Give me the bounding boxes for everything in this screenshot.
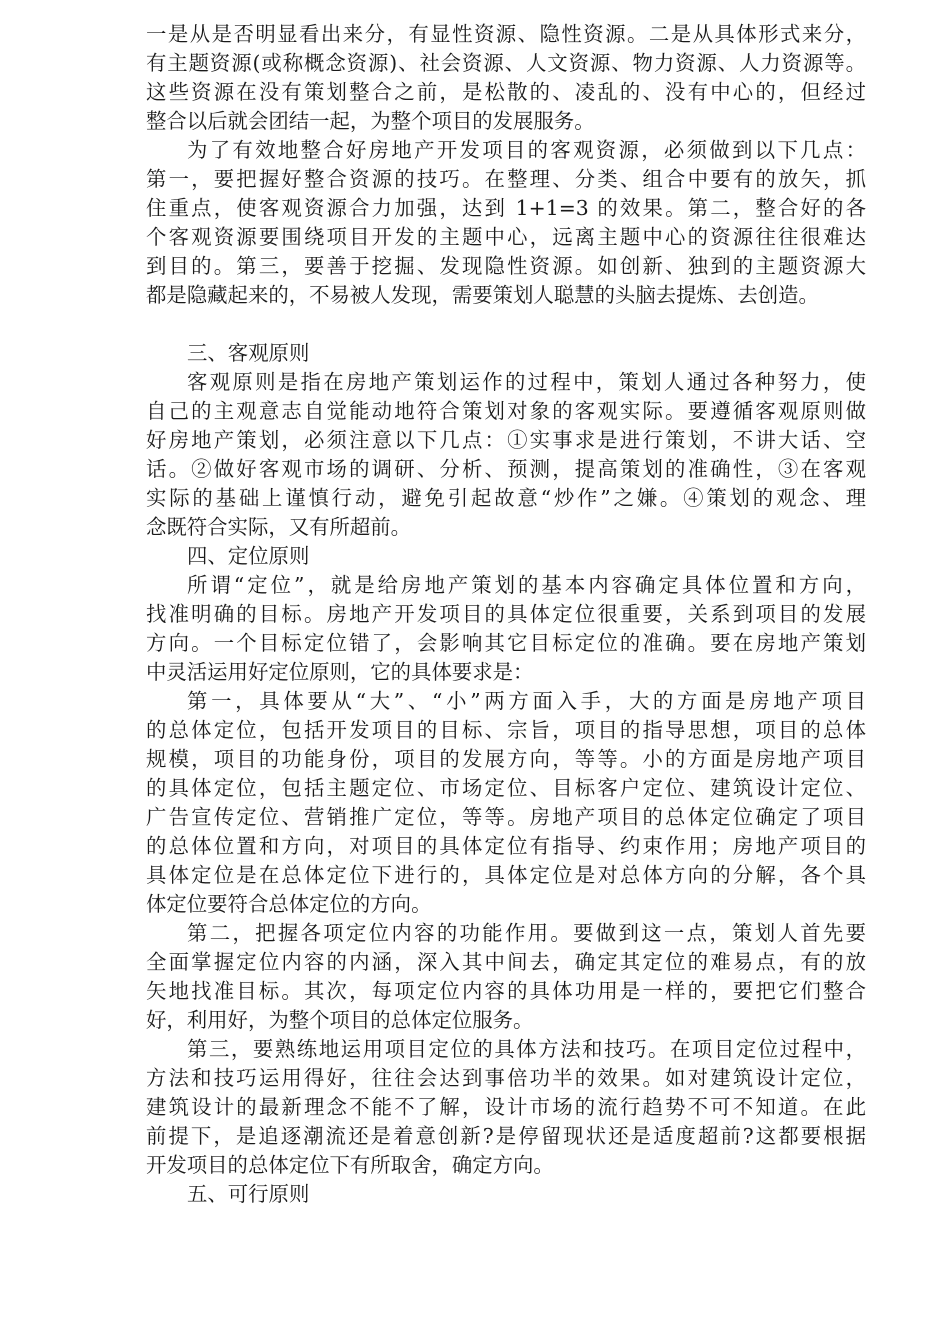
text-line: 好，利用好，为整个项目的总体定位服务。 — [146, 1008, 534, 1032]
text-line: 开发项目的总体定位下有所取舍，确定方向。 — [146, 1153, 554, 1177]
text-line: 规模，项目的功能身份，项目的发展方向，等等。小的方面是房地产项目 — [146, 747, 866, 771]
text-line: 的总体位置和方向，对项目的具体定位有指导、约束作用；房地产项目的 — [146, 834, 866, 858]
text-line: 好房地产策划，必须注意以下几点：①实事求是进行策划，不讲大话、空 — [146, 428, 866, 452]
text-line: 话。②做好客观市场的调研、分析、预测，提高策划的准确性，③在客观 — [146, 457, 866, 481]
document-page — [146, 20, 866, 1209]
text-line: 客观原则是指在房地产策划运作的过程中，策划人通过各种努力，使 — [187, 370, 866, 394]
paragraph — [146, 571, 866, 687]
text-line: 中灵活运用好定位原则，它的具体要求是： — [146, 660, 534, 684]
text-line: 有主题资源(或称概念资源)、社会资源、人文资源、物力资源、人力资源等。 — [146, 51, 866, 75]
section-heading: 五、可行原则 — [187, 1182, 310, 1206]
text-line: 第二，把握各项定位内容的功能作用。要做到这一点，策划人首先要 — [187, 921, 866, 945]
paragraph — [146, 919, 866, 1035]
text-line: 实际的基础上谨慎行动，避免引起故意“炒作”之嫌。④策划的观念、理 — [146, 486, 866, 510]
text-line: 的具体定位，包括主题定位、市场定位、目标客户定位、建筑设计定位、 — [146, 776, 866, 800]
text-line: 找准明确的目标。房地产开发项目的具体定位很重要，关系到项目的发展 — [146, 602, 866, 626]
text-line: 具体定位是在总体定位下进行的，具体定位是对总体方向的分解，各个具 — [146, 863, 866, 887]
paragraph — [146, 687, 866, 919]
text-line: 自己的主观意志自觉能动地符合策划对象的客观实际。要遵循客观原则做 — [146, 399, 866, 423]
text-line: 住重点，使客观资源合力加强，达到 1+1=3 的效果。第二，整合好的各 — [146, 196, 866, 220]
paragraph-gap — [146, 310, 866, 339]
text-line: 建筑设计的最新理念不能不了解，设计市场的流行趋势不可不知道。在此 — [146, 1095, 866, 1119]
text-line: 体定位要符合总体定位的方向。 — [146, 892, 432, 916]
text-line: 到目的。第三，要善于挖掘、发现隐性资源。如创新、独到的主题资源大 — [146, 254, 866, 278]
paragraph — [146, 20, 866, 136]
text-line: 前提下，是追逐潮流还是着意创新?是停留现状还是适度超前?这都要根据 — [146, 1124, 866, 1148]
text-line: 第一，要把握好整合资源的技巧。在整理、分类、组合中要有的放矢，抓 — [146, 167, 866, 191]
text-line: 方向。一个目标定位错了，会影响其它目标定位的准确。要在房地产策划 — [146, 631, 866, 655]
text-line: 念既符合实际，又有所超前。 — [146, 515, 412, 539]
text-line: 全面掌握定位内容的内涵，深入其中间去，确定其定位的难易点，有的放 — [146, 950, 866, 974]
text-line: 的总体定位，包括开发项目的目标、宗旨，项目的指导思想，项目的总体 — [146, 718, 866, 742]
text-line: 所谓“定位”，就是给房地产策划的基本内容确定具体位置和方向， — [187, 573, 866, 597]
section-heading: 三、客观原则 — [187, 341, 310, 365]
text-line: 为了有效地整合好房地产开发项目的客观资源，必须做到以下几点： — [187, 138, 866, 162]
paragraph — [146, 368, 866, 542]
text-line: 一是从是否明显看出来分，有显性资源、隐性资源。二是从具体形式来分， — [146, 22, 866, 46]
text-line: 方法和技巧运用得好，往往会达到事倍功半的效果。如对建筑设计定位， — [146, 1066, 866, 1090]
text-line: 第一，具体要从“大”、“小”两方面入手，大的方面是房地产项目 — [187, 689, 866, 713]
text-line: 个客观资源要围绕项目开发的主题中心，远离主题中心的资源往往很难达 — [146, 225, 866, 249]
text-line: 都是隐藏起来的，不易被人发现，需要策划人聪慧的头脑去提炼、去创造。 — [146, 283, 819, 307]
text-line: 这些资源在没有策划整合之前，是松散的、凌乱的、没有中心的，但经过 — [146, 80, 866, 104]
text-line: 整合以后就会团结一起，为整个项目的发展服务。 — [146, 109, 595, 133]
paragraph — [146, 1035, 866, 1180]
text-line: 矢地找准目标。其次，每项定位内容的具体功用是一样的，要把它们整合 — [146, 979, 866, 1003]
paragraph — [146, 136, 866, 310]
text-line: 广告宣传定位、营销推广定位，等等。房地产项目的总体定位确定了项目 — [146, 805, 866, 829]
section-heading: 四、定位原则 — [187, 544, 310, 568]
text-line: 第三，要熟练地运用项目定位的具体方法和技巧。在项目定位过程中， — [187, 1037, 866, 1061]
